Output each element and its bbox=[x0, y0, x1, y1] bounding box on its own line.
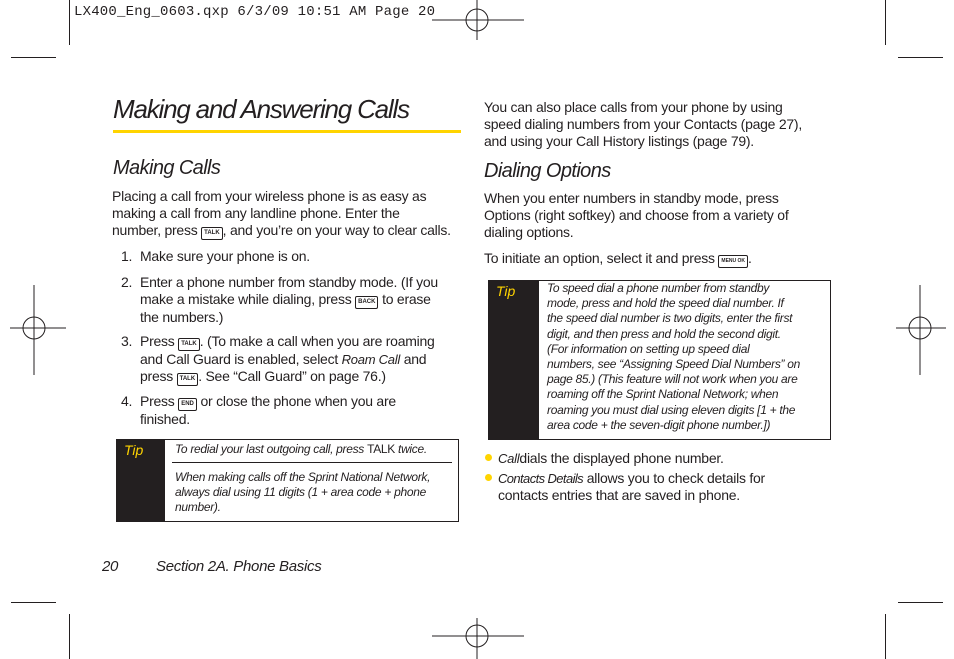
tip-text bbox=[175, 442, 427, 457]
menu-option-contacts-details: Contacts Details bbox=[498, 471, 584, 486]
step-text-part: Press bbox=[140, 393, 175, 409]
bullet-text: contacts entries that are saved in phone. bbox=[498, 487, 740, 503]
bullet-text: allows you to check details for bbox=[586, 470, 765, 486]
tip-label: Tip bbox=[496, 283, 516, 299]
step-text-part: press bbox=[140, 368, 173, 384]
step-text-part: to erase bbox=[382, 291, 431, 307]
step-text bbox=[140, 333, 435, 351]
paragraph-line: When you enter numbers in standby mode, press bbox=[484, 190, 779, 206]
tip-line: numbers, see “Assigning Speed Dial Numbers” on bbox=[547, 357, 800, 372]
registration-mark-top bbox=[432, 0, 524, 40]
dialing-options-paragraph bbox=[484, 190, 788, 241]
step-number: 4. bbox=[121, 393, 133, 409]
bullet-contacts-details bbox=[498, 470, 765, 504]
section-heading-making-calls: Making Calls bbox=[113, 157, 221, 179]
registration-mark-bottom bbox=[432, 618, 524, 659]
step-text-part: Press bbox=[140, 333, 175, 349]
tip-text bbox=[175, 470, 430, 516]
back-key-icon: BACK bbox=[355, 296, 378, 309]
step-text bbox=[140, 368, 435, 386]
tip-line: mode, press and hold the speed dial number. If bbox=[547, 296, 784, 311]
paragraph-line: You can also place calls from your phone by using bbox=[484, 99, 783, 115]
step-4 bbox=[121, 393, 461, 429]
title-underline bbox=[113, 130, 461, 133]
tip-line: the speed dial number is two digits, enter the first bbox=[547, 311, 793, 326]
intro-line: making a call from any landline phone. Enter the bbox=[112, 205, 400, 221]
step-text bbox=[140, 351, 435, 368]
intro-line: Placing a call from your wireless phone is as easy as bbox=[112, 188, 427, 204]
step-text: Make sure your phone is on. bbox=[140, 248, 310, 264]
tip-line: roaming off the Sprint National Network; when bbox=[547, 387, 779, 402]
bullet-dot bbox=[485, 474, 492, 481]
menu-option-roam-call: Roam Call bbox=[341, 352, 401, 367]
bullet-call bbox=[498, 450, 724, 467]
paragraph-line: and using your Call History listings (page 79). bbox=[484, 133, 754, 149]
page-number: 20 bbox=[102, 558, 119, 575]
page-title: Making and Answering Calls bbox=[113, 94, 409, 124]
tip-line: page 85.) (This feature will not work when you are bbox=[547, 372, 798, 387]
step-number: 2. bbox=[121, 274, 133, 290]
crop-mark bbox=[69, 0, 70, 45]
tip-divider bbox=[172, 462, 452, 463]
crop-mark bbox=[69, 614, 70, 659]
file-slug: LX400_Eng_0603.qxp 6/3/09 10:51 AM Page 20 bbox=[74, 4, 436, 20]
step-2 bbox=[121, 274, 461, 326]
intro-paragraph bbox=[112, 188, 472, 240]
tip-line: number). bbox=[175, 500, 221, 515]
tip-sidebar bbox=[117, 440, 165, 521]
bullet-text: dials the displayed phone number. bbox=[519, 450, 724, 466]
tip-line: roaming you must dial using eleven digits [1 + the bbox=[547, 402, 796, 417]
intro-line bbox=[112, 222, 472, 240]
step-number: 3. bbox=[121, 333, 133, 349]
paragraph-line: Options (right softkey) and choose from a variety of bbox=[484, 207, 789, 223]
crop-mark bbox=[898, 602, 943, 603]
step-number: 1. bbox=[121, 248, 133, 264]
step-text: Enter a phone number from standby mode. (If you bbox=[140, 274, 438, 290]
paragraph-text: . bbox=[748, 250, 752, 266]
crop-mark bbox=[11, 57, 56, 58]
section-heading-dialing-options: Dialing Options bbox=[484, 160, 611, 182]
initiate-option-text bbox=[484, 250, 752, 268]
tip-label: Tip bbox=[124, 442, 144, 458]
registration-mark-right bbox=[896, 285, 946, 375]
paragraph-line: dialing options. bbox=[484, 224, 574, 240]
step-text-part: . See “Call Guard” on page 76.) bbox=[198, 368, 386, 384]
step-text: finished. bbox=[140, 411, 190, 427]
tip-text-part: To redial your last outgoing call, press bbox=[175, 442, 365, 456]
talk-key-icon: TALK bbox=[177, 373, 199, 386]
step-text-part: and Call Guard is enabled, select bbox=[140, 351, 338, 367]
intro-text: , and you’re on your way to clear calls. bbox=[222, 222, 451, 238]
step-text bbox=[140, 291, 438, 309]
bullet-dot bbox=[485, 454, 492, 461]
section-footer: Section 2A. Phone Basics bbox=[156, 558, 322, 575]
step-text-part: and bbox=[403, 351, 427, 367]
tip-sidebar bbox=[489, 281, 539, 439]
tip-line: area code + the seven-digit phone number.]) bbox=[547, 417, 771, 432]
tip-box-redial bbox=[116, 439, 459, 522]
step-text-part: or close the phone when you are bbox=[200, 393, 396, 409]
crop-mark bbox=[885, 614, 886, 659]
talk-key-icon: TALK bbox=[201, 227, 223, 240]
crop-mark bbox=[11, 602, 56, 603]
step-text-part: make a mistake while dialing, press bbox=[140, 291, 352, 307]
end-key-icon: END bbox=[178, 398, 197, 411]
step-text bbox=[140, 393, 396, 411]
paragraph-line: speed dialing numbers from your Contacts (page 27), bbox=[484, 116, 802, 132]
menu-ok-key-icon: MENU OK bbox=[718, 255, 748, 268]
tip-box-speed-dial bbox=[488, 280, 831, 440]
menu-option-call: Call bbox=[498, 451, 520, 466]
tip-line: always dial using 11 digits (1 + area code + phone bbox=[175, 485, 426, 500]
tip-text bbox=[547, 281, 800, 433]
tip-key-name: TALK bbox=[367, 442, 395, 456]
step-text-part: . (To make a call when you are roaming bbox=[199, 333, 435, 349]
tip-line: To speed dial a phone number from standby bbox=[547, 281, 770, 295]
talk-key-icon: TALK bbox=[178, 338, 200, 351]
tip-line: When making calls off the Sprint National Network, bbox=[175, 470, 431, 484]
tip-text-part: twice. bbox=[398, 442, 427, 456]
tip-line: (For information on setting up speed dial bbox=[547, 341, 750, 356]
tip-line: digit, and then press and hold the second digit. bbox=[547, 326, 781, 341]
crop-mark bbox=[885, 0, 886, 45]
crop-mark bbox=[898, 57, 943, 58]
paragraph-text: To initiate an option, select it and press bbox=[484, 250, 715, 266]
step-text: the numbers.) bbox=[140, 309, 224, 325]
speed-dial-paragraph bbox=[484, 99, 802, 150]
step-3 bbox=[121, 333, 461, 385]
intro-text: number, press bbox=[112, 222, 198, 238]
registration-mark-left bbox=[10, 285, 66, 375]
